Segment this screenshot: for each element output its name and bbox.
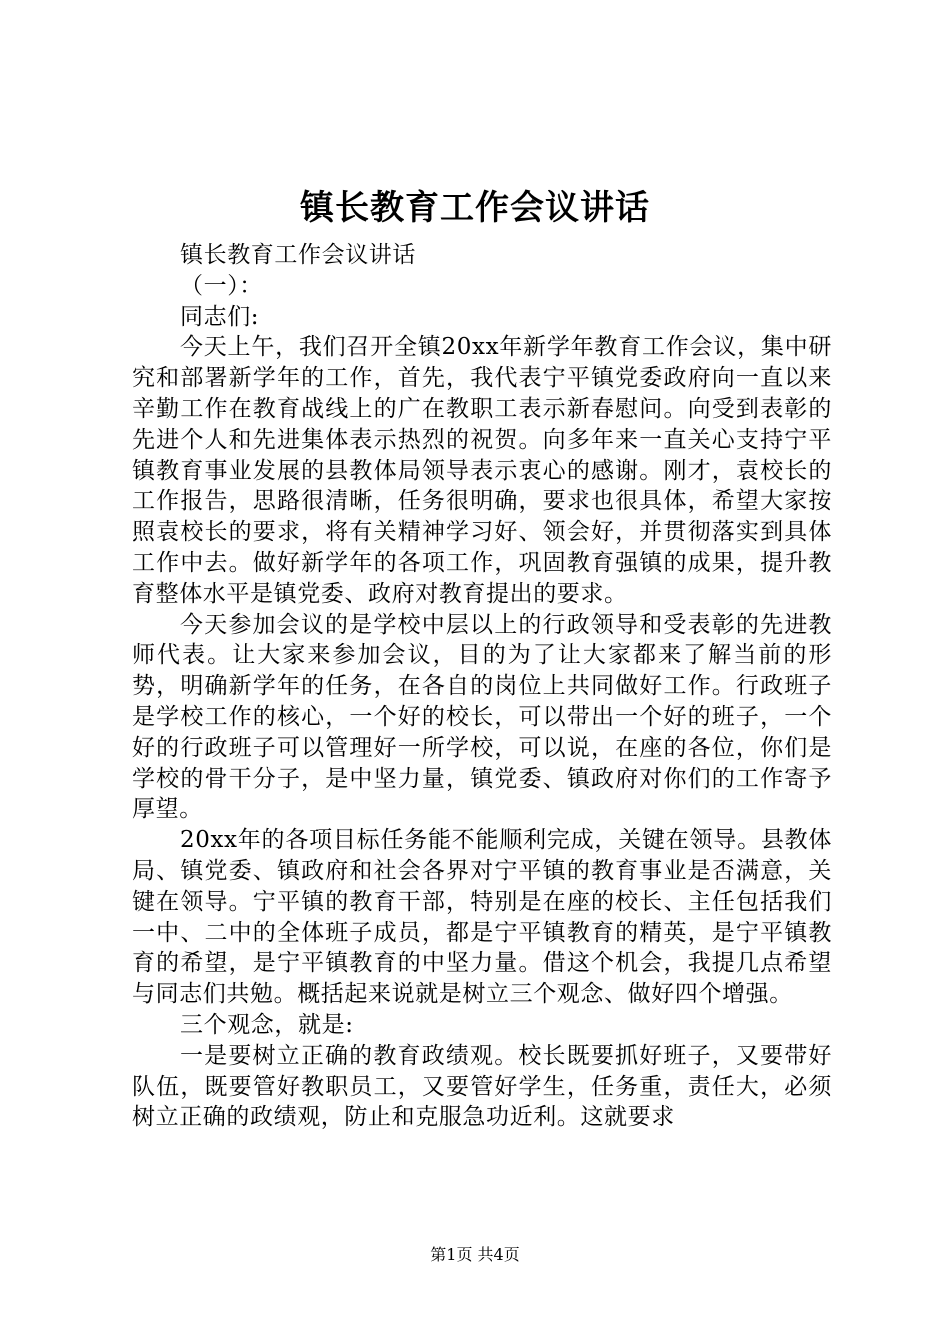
page-number-footer: 第1页 共4页 bbox=[430, 1245, 520, 1264]
body-paragraph: 三个观念，就是: bbox=[180, 1011, 354, 1038]
body-paragraph: 同志们: bbox=[180, 303, 260, 330]
document-title: 镇长教育工作会议讲话 bbox=[300, 188, 650, 228]
body-paragraph: 一是要树立正确的教育政绩观。校长既要抓好班子，又要带好队伍，既要管好教职员工，又要管好学生，任务重，责任大，必须树立正确的政绩观，防止和克服急功近利。这就要求 bbox=[132, 1042, 832, 1131]
body-paragraph: 今天上午，我们召开全镇20xx年新学年教育工作会议，集中研究和部署新学年的工作，首先，我代表宁平镇党委政府向一直以来辛勤工作在教育战线上的广在教职工表示新春慰问。向受到表彰的先进个人和先进集体表示热烈的祝贺。向多年来一直关心支持宁平镇教育事业发展的县教体局领导表示衷心的感谢。刚才，袁校长的工作报告，思路很清晰，任务很明确，要求也很具体，希望大家按照袁校长的要求，将有关精神学习好、领会好，并贯彻落实到具体工作中去。做好新学年的各项工作，巩固教育强镇的成果，提升教育整体水平是镇党委、政府对教育提出的要求。 bbox=[132, 334, 832, 607]
body-paragraph: 镇长教育工作会议讲话 bbox=[180, 242, 416, 268]
body-paragraph: 20xx年的各项目标任务能不能顺利完成，关键在领导。县教体局、镇党委、镇政府和社会各界对宁平镇的教育事业是否满意，关键在领导。宁平镇的教育干部，特别是在座的校长、主任包括我们一中、二中的全体班子成员，都是宁平镇教育的精英，是宁平镇教育的希望，是宁平镇教育的中坚力量。借这个机会，我提几点希望与同志们共勉。概括起来说就是树立三个观念、做好四个增强。 bbox=[132, 827, 832, 1008]
document-body bbox=[132, 210, 832, 1133]
body-paragraph: （一）： bbox=[180, 272, 263, 299]
body-paragraph: 今天参加会议的是学校中层以上的行政领导和受表彰的先进教师代表。让大家来参加会议，目的为了让大家都来了解当前的形势，明确新学年的任务，在各自的岗位上共同做好工作。行政班子是学校工作的核心，一个好的校长，可以带出一个好的班子，一个好的行政班子可以管理好一所学校，可以说，在座的各位，你们是学校的骨干分子，是中坚力量，镇党委、镇政府对你们的工作寄予厚望。 bbox=[132, 611, 832, 823]
